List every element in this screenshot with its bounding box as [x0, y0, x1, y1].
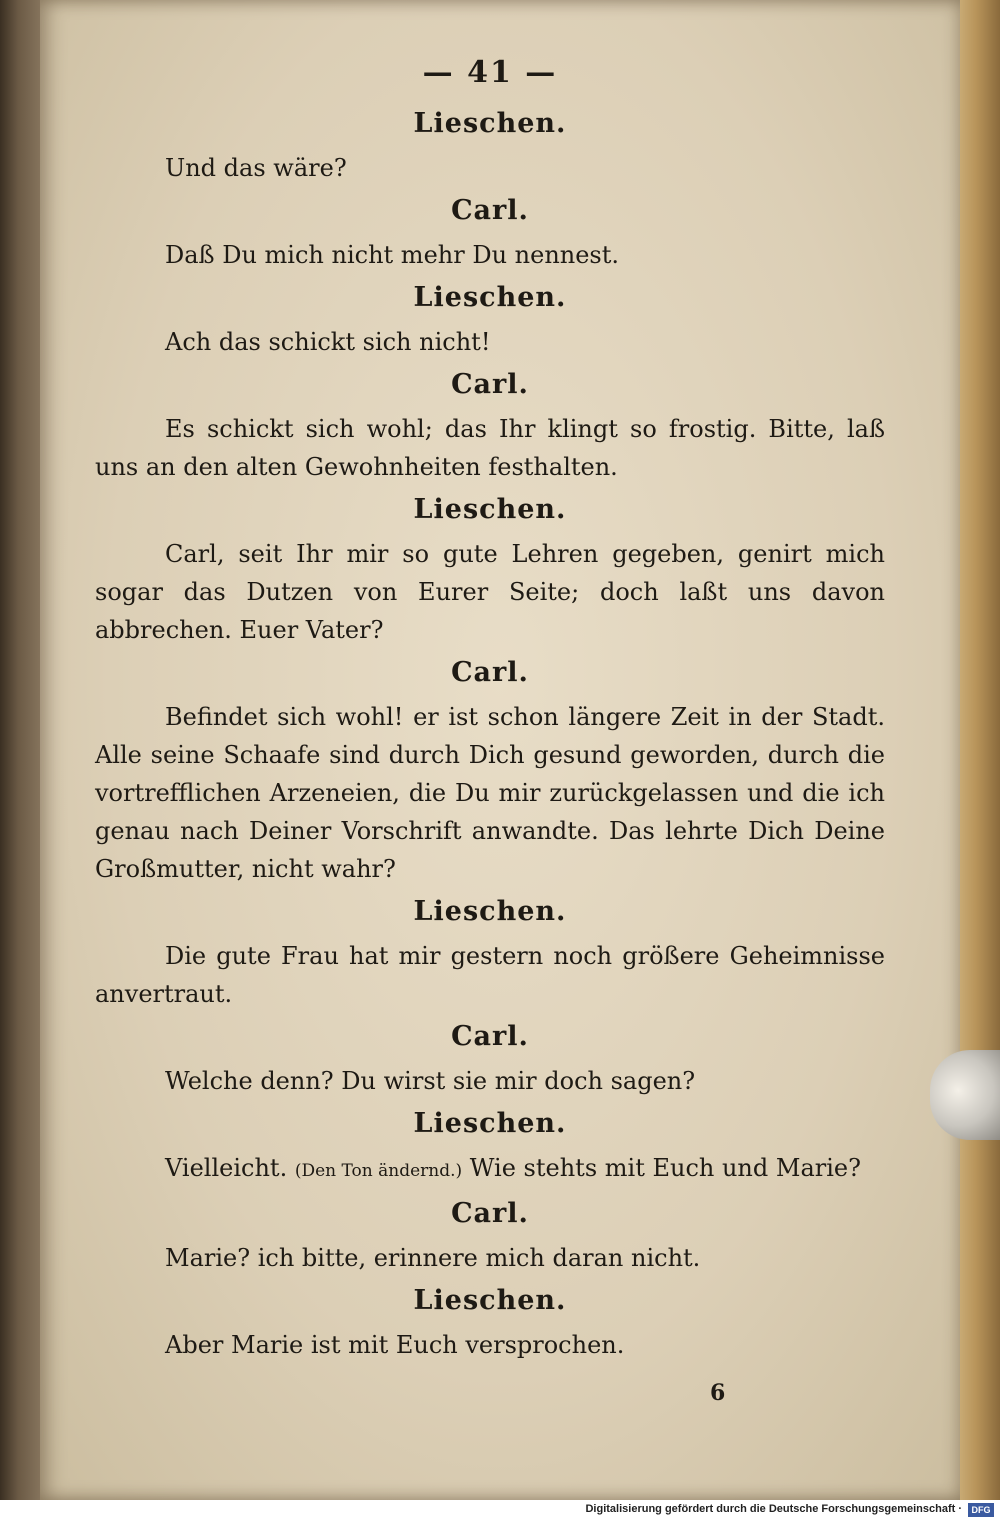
dialogue-line: Marie? ich bitte, erinnere mich daran nicht.	[165, 1244, 701, 1272]
dialogue-line: Welche denn? Du wirst sie mir doch sagen?	[165, 1067, 696, 1095]
page-content	[95, 55, 885, 1370]
speaker-name: Lieschen.	[413, 494, 567, 525]
page-number: — 41 —	[422, 55, 558, 90]
dialogue-text: Vielleicht.	[165, 1154, 288, 1182]
speaker-name: Carl.	[451, 1021, 529, 1052]
speaker-name: Carl.	[451, 657, 529, 688]
dialogue-line: Es schickt sich wohl; das Ihr klingt so frostig. Bitte, laß uns an den alten Gewohnheiten festhalten.	[95, 415, 885, 481]
speaker-name: Lieschen.	[413, 108, 567, 139]
dialogue-line	[95, 1149, 885, 1190]
page-clip	[930, 1050, 1000, 1140]
dialogue-line: Die gute Frau hat mir gestern noch größere Geheimnisse anvertraut.	[95, 942, 885, 1008]
dialogue-text: Wie stehts mit Euch und Marie?	[469, 1154, 861, 1182]
speaker-name: Lieschen.	[413, 1108, 567, 1139]
footer-bar	[0, 1500, 1000, 1521]
dialogue-line: Ach das schickt sich nicht!	[165, 328, 491, 356]
stage-direction: (Den Ton ändernd.)	[294, 1161, 463, 1181]
dialogue-line: Aber Marie ist mit Euch versprochen.	[165, 1331, 625, 1359]
footer-credit: Digitalisierung gefördert durch die Deutsche Forschungsgemeinschaft ·	[585, 1503, 962, 1515]
dialogue-line: Daß Du mich nicht mehr Du nennest.	[165, 241, 620, 269]
speaker-name: Lieschen.	[413, 282, 567, 313]
speaker-name: Lieschen.	[413, 896, 567, 927]
dfg-logo-icon: DFG	[968, 1503, 994, 1517]
dialogue-line: Und das wäre?	[165, 154, 347, 182]
speaker-name: Lieschen.	[413, 1285, 567, 1316]
speaker-name: Carl.	[451, 1198, 529, 1229]
book-page-edge	[960, 0, 1000, 1500]
dialogue-line: Befindet sich wohl! er ist schon längere Zeit in der Stadt. Alle seine Schaafe sind durch Dich gesund geworden, durch die vortrefflichen Arzeneien, die Du mir zurückgelassen und die ich genau nach Deiner Vorschrift anwandte. Das lehrte Dich Deine Großmutter, nicht wahr?	[95, 703, 885, 883]
signature-mark: 6	[710, 1380, 726, 1406]
speaker-name: Carl.	[451, 369, 529, 400]
speaker-name: Carl.	[451, 195, 529, 226]
dialogue-line: Carl, seit Ihr mir so gute Lehren gegeben, genirt mich sogar das Dutzen von Eurer Seite; doch laßt uns davon abbrechen. Euer Vater?	[95, 540, 885, 644]
